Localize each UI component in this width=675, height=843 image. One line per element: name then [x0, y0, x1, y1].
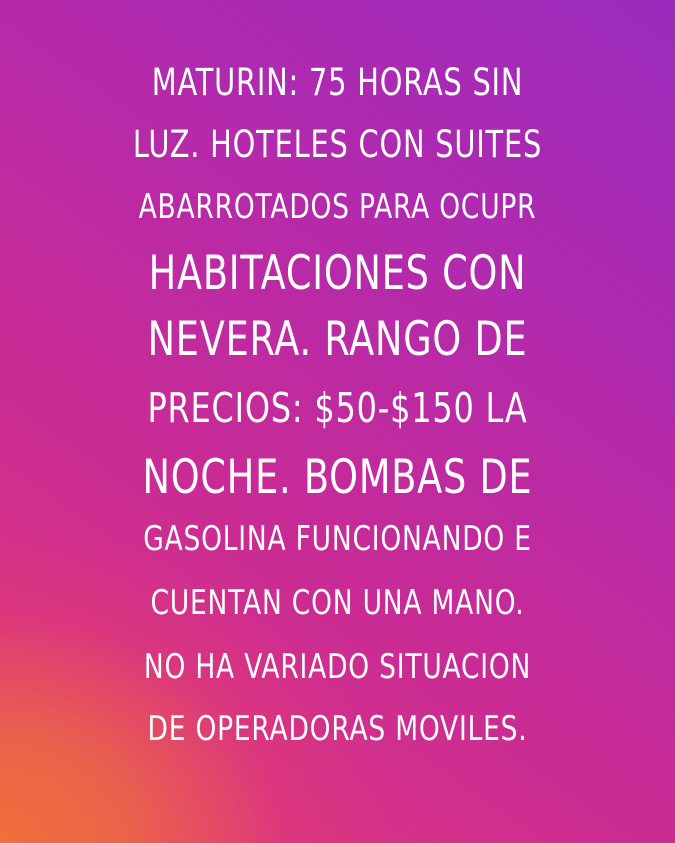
story-text-line: DE OPERADORAS MOVILES.	[147, 709, 528, 749]
story-text-line: MATURIN: 75 HORAS SIN	[151, 61, 524, 104]
story-text-line: CUENTAN CON UNA MANO.	[150, 583, 525, 623]
story-text-line: HABITACIONES CON	[148, 246, 527, 301]
story-text-line: ABARROTADOS PARA OCUPR	[138, 187, 537, 227]
story-text-line: GASOLINA FUNCIONANDO E	[143, 519, 532, 559]
story-text-line: NOCHE. BOMBAS DE	[142, 450, 533, 505]
story-text-block	[74, 60, 601, 770]
story-text-line: PRECIOS: $50-$150 LA	[147, 384, 528, 432]
story-text-line: NEVERA. RANGO DE	[147, 312, 528, 367]
story-text-line: LUZ. HOTELES CON SUITES	[132, 123, 543, 166]
story-text-line: NO HA VARIADO SITUACION	[143, 647, 532, 687]
